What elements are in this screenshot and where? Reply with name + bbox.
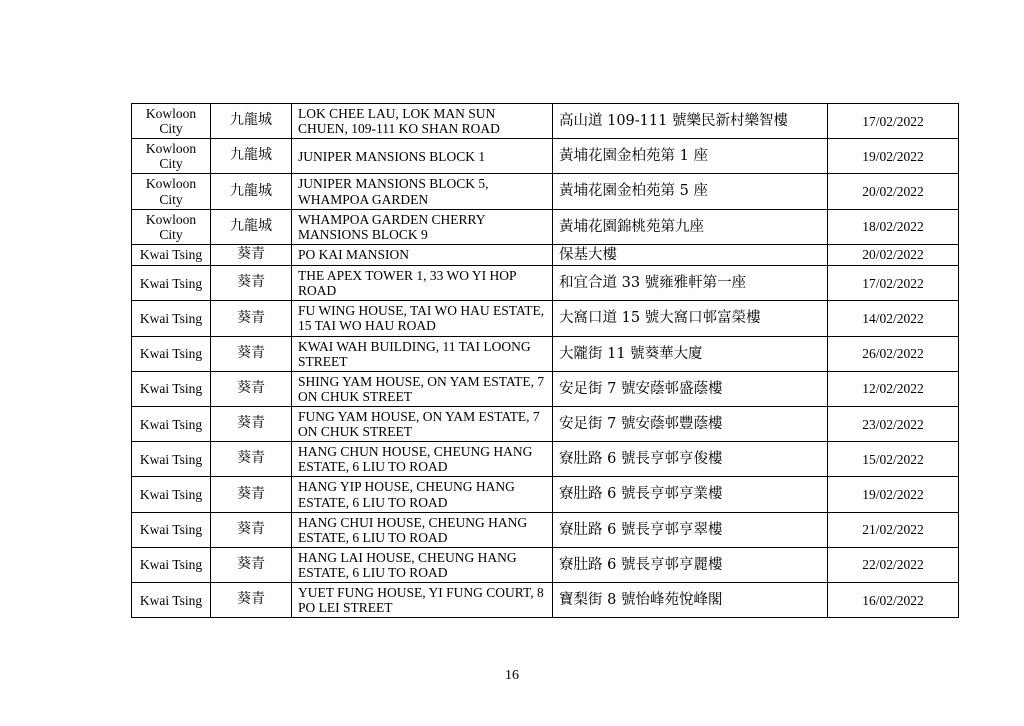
cell-building-en: SHING YAM HOUSE, ON YAM ESTATE, 7 ON CHUK STREET — [292, 371, 553, 406]
cell-building-en: WHAMPOA GARDEN CHERRY MANSIONS BLOCK 9 — [292, 209, 553, 244]
cell-building-zh: 大窩口道 15 號大窩口邨富榮樓 — [553, 301, 828, 336]
table-row — [132, 266, 959, 301]
cell-building-zh: 黃埔花園金柏苑第 5 座 — [553, 174, 828, 209]
table-row — [132, 336, 959, 371]
cell-building-zh: 寮肚路 6 號長亨邨亨俊樓 — [553, 442, 828, 477]
buildings-table — [131, 103, 959, 618]
cell-building-en: YUET FUNG HOUSE, YI FUNG COURT, 8 PO LEI STREET — [292, 583, 553, 618]
cell-district-en: Kwai Tsing — [132, 442, 211, 477]
cell-district-en: Kwai Tsing — [132, 547, 211, 582]
cell-district-zh: 九龍城 — [211, 209, 292, 244]
cell-building-zh: 大隴街 11 號葵華大廈 — [553, 336, 828, 371]
buildings-table-body — [132, 104, 959, 618]
buildings-table-container — [131, 103, 924, 618]
cell-building-en: HANG CHUI HOUSE, CHEUNG HANG ESTATE, 6 LIU TO ROAD — [292, 512, 553, 547]
cell-date: 19/02/2022 — [828, 139, 959, 174]
cell-district-en: Kwai Tsing — [132, 266, 211, 301]
cell-district-zh: 葵青 — [211, 547, 292, 582]
cell-building-zh: 寮肚路 6 號長亨邨亨翠樓 — [553, 512, 828, 547]
table-row — [132, 547, 959, 582]
cell-building-en: PO KAI MANSION — [292, 244, 553, 265]
cell-building-zh: 黃埔花園金柏苑第 1 座 — [553, 139, 828, 174]
cell-building-zh: 寮肚路 6 號長亨邨亨業樓 — [553, 477, 828, 512]
table-row — [132, 477, 959, 512]
table-row — [132, 104, 959, 139]
cell-building-en: JUNIPER MANSIONS BLOCK 1 — [292, 139, 553, 174]
table-row — [132, 301, 959, 336]
cell-district-zh: 葵青 — [211, 301, 292, 336]
cell-building-en: JUNIPER MANSIONS BLOCK 5, WHAMPOA GARDEN — [292, 174, 553, 209]
cell-building-en: HANG YIP HOUSE, CHEUNG HANG ESTATE, 6 LIU TO ROAD — [292, 477, 553, 512]
cell-building-zh: 寮肚路 6 號長亨邨亨麗樓 — [553, 547, 828, 582]
cell-district-zh: 葵青 — [211, 244, 292, 265]
cell-district-zh: 九龍城 — [211, 139, 292, 174]
cell-building-zh: 黃埔花園錦桃苑第九座 — [553, 209, 828, 244]
cell-building-en: KWAI WAH BUILDING, 11 TAI LOONG STREET — [292, 336, 553, 371]
cell-district-zh: 葵青 — [211, 477, 292, 512]
cell-district-en: Kwai Tsing — [132, 583, 211, 618]
cell-district-zh: 葵青 — [211, 512, 292, 547]
table-row — [132, 139, 959, 174]
cell-district-zh: 九龍城 — [211, 174, 292, 209]
cell-district-en: Kowloon City — [132, 139, 211, 174]
cell-date: 20/02/2022 — [828, 244, 959, 265]
page-number: 16 — [505, 668, 519, 683]
cell-date: 14/02/2022 — [828, 301, 959, 336]
table-row — [132, 512, 959, 547]
table-row — [132, 371, 959, 406]
cell-district-zh: 葵青 — [211, 371, 292, 406]
cell-date: 22/02/2022 — [828, 547, 959, 582]
cell-date: 21/02/2022 — [828, 512, 959, 547]
cell-district-en: Kwai Tsing — [132, 477, 211, 512]
cell-building-en: FU WING HOUSE, TAI WO HAU ESTATE, 15 TAI WO HAU ROAD — [292, 301, 553, 336]
cell-building-zh: 高山道 109-111 號樂民新村樂智樓 — [553, 104, 828, 139]
cell-district-en: Kwai Tsing — [132, 336, 211, 371]
cell-building-en: THE APEX TOWER 1, 33 WO YI HOP ROAD — [292, 266, 553, 301]
cell-district-zh: 葵青 — [211, 336, 292, 371]
table-row — [132, 244, 959, 265]
table-row — [132, 209, 959, 244]
cell-district-zh: 葵青 — [211, 442, 292, 477]
cell-building-en: HANG CHUN HOUSE, CHEUNG HANG ESTATE, 6 LIU TO ROAD — [292, 442, 553, 477]
cell-building-en: LOK CHEE LAU, LOK MAN SUN CHUEN, 109-111 KO SHAN ROAD — [292, 104, 553, 139]
cell-date: 20/02/2022 — [828, 174, 959, 209]
table-row — [132, 174, 959, 209]
cell-date: 17/02/2022 — [828, 266, 959, 301]
cell-district-en: Kwai Tsing — [132, 512, 211, 547]
cell-district-en: Kwai Tsing — [132, 244, 211, 265]
cell-district-zh: 九龍城 — [211, 104, 292, 139]
cell-building-zh: 和宜合道 33 號雍雅軒第一座 — [553, 266, 828, 301]
cell-date: 23/02/2022 — [828, 406, 959, 441]
cell-date: 12/02/2022 — [828, 371, 959, 406]
cell-building-zh: 寶梨街 8 號怡峰苑悅峰閣 — [553, 583, 828, 618]
cell-building-en: HANG LAI HOUSE, CHEUNG HANG ESTATE, 6 LIU TO ROAD — [292, 547, 553, 582]
cell-district-en: Kwai Tsing — [132, 371, 211, 406]
cell-date: 17/02/2022 — [828, 104, 959, 139]
cell-building-zh: 安足街 7 號安蔭邨盛蔭樓 — [553, 371, 828, 406]
cell-date: 26/02/2022 — [828, 336, 959, 371]
cell-district-zh: 葵青 — [211, 406, 292, 441]
cell-building-zh: 安足街 7 號安蔭邨豐蔭樓 — [553, 406, 828, 441]
cell-district-en: Kwai Tsing — [132, 406, 211, 441]
cell-date: 18/02/2022 — [828, 209, 959, 244]
cell-date: 15/02/2022 — [828, 442, 959, 477]
cell-date: 16/02/2022 — [828, 583, 959, 618]
cell-building-zh: 保基大樓 — [553, 244, 828, 265]
table-row — [132, 442, 959, 477]
cell-date: 19/02/2022 — [828, 477, 959, 512]
cell-district-en: Kowloon City — [132, 104, 211, 139]
cell-district-en: Kowloon City — [132, 174, 211, 209]
table-row — [132, 406, 959, 441]
cell-district-en: Kwai Tsing — [132, 301, 211, 336]
cell-district-zh: 葵青 — [211, 583, 292, 618]
cell-district-en: Kowloon City — [132, 209, 211, 244]
cell-district-zh: 葵青 — [211, 266, 292, 301]
table-row — [132, 583, 959, 618]
cell-building-en: FUNG YAM HOUSE, ON YAM ESTATE, 7 ON CHUK STREET — [292, 406, 553, 441]
